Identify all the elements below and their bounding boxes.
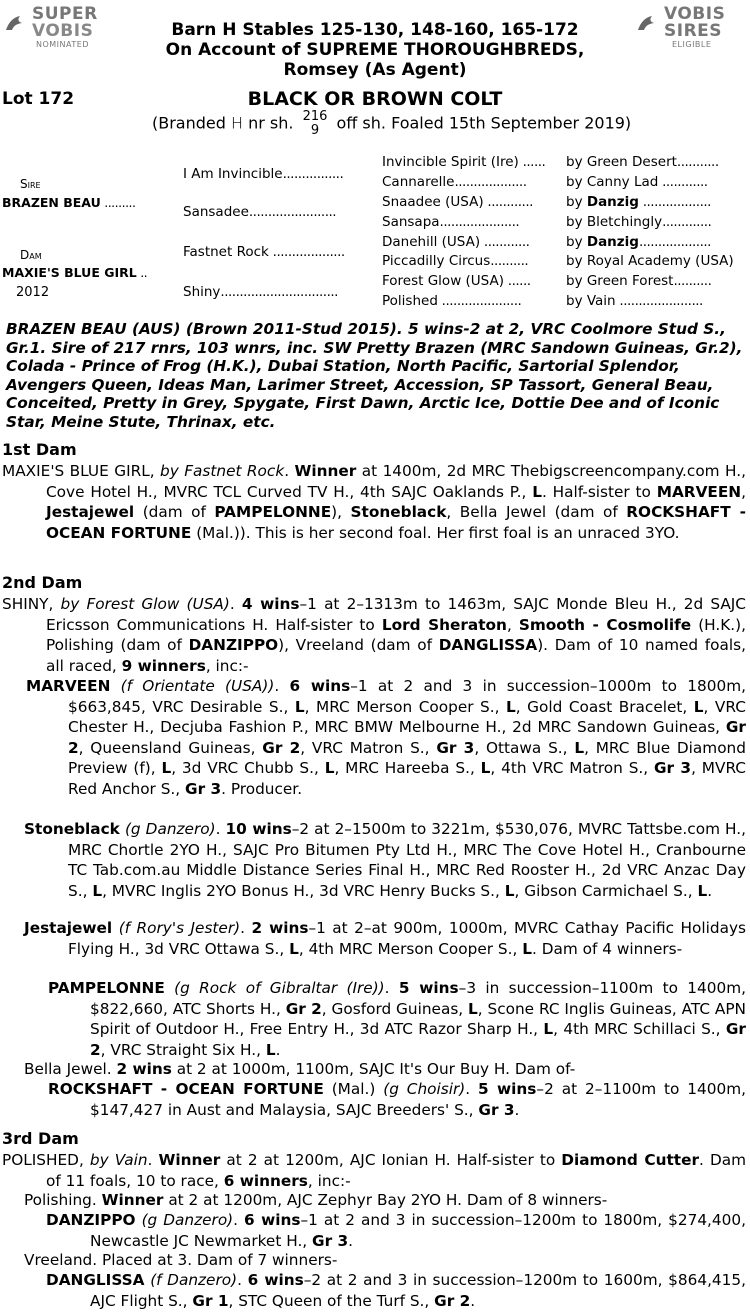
vendor-line-1: Barn H Stables 125-130, 148-160, 165-172 [171, 20, 579, 40]
lot-title: BLACK OR BROWN COLT [247, 88, 503, 110]
gen4-1: by Green Desert........... [566, 154, 719, 170]
logo-right-line1: VOBIS [664, 4, 726, 24]
brand-suffix: off sh. Foaled 15th September 2019) [336, 113, 632, 133]
sire-label: Sire [20, 177, 41, 191]
branding-line [152, 110, 631, 138]
gen3-8: Polished ..................... [382, 293, 522, 309]
gen4-7: by Green Forest.......... [566, 273, 712, 289]
gen3-1: Invincible Spirit (Ire) ...... [382, 154, 546, 170]
dam-year: 2012 [16, 285, 50, 300]
rockshaft-entry: ROCKSHAFT - OCEAN FORTUNE (Mal.) (g Choisir). 5 wins–2 at 2–1100m to 1400m, $147,427 in Aust and Malaysia, SAJC Breeders' S., Gr 3. [48, 1080, 746, 1119]
sire-summary: BRAZEN BEAU (AUS) (Brown 2011-Stud 2015). 5 wins-2 at 2, VRC Coolmore Stud S., Gr.1. Sire of 217 rnrs, 103 wnrs, inc. SW Pretty Brazen (MRC Sandown Guineas, Gr.2), Colada - Prince of Frog (H.K.), Dubai Station, North Pacific, Sartorial Splendor, Avengers Queen, Ideas Man, Larimer Street, Accession, SP Tassort, General Beau, Conceited, Pretty in Grey, Spygate, First Dawn, Arctic Ice, Dottie Dee and of Iconic Star, Meine Stute, Thrinax, etc. [6, 320, 743, 431]
third-dam-text: POLISHED, by Vain. Winner at 2 at 1200m, AJC Ionian H. Half-sister to Diamond Cutter. Dam of 11 foals, 10 to race, 6 winners, inc:- [2, 1151, 746, 1190]
danzippo-entry: DANZIPPO (g Danzero). 6 wins–1 at 2 and 3 in succession–1200m to 1800m, $274,400, Newcastle JC Newmarket H., Gr 3. [46, 1211, 746, 1250]
gen3-3: Snaadee (USA) ............ [382, 194, 533, 210]
gen3-7: Forest Glow (USA) ...... [382, 273, 531, 289]
dam-label: Dam [20, 248, 42, 262]
gen4-6: by Royal Academy (USA) [566, 253, 734, 269]
sire-name: BRAZEN BEAU ......... [2, 195, 136, 210]
first-dam-heading: 1st Dam [2, 440, 77, 459]
dam-name: MAXIE'S BLUE GIRL .. [2, 265, 148, 280]
brand-num: 216 [302, 109, 328, 124]
brand-prefix: (Branded [152, 113, 226, 133]
stoneblack-entry: Stoneblack (g Danzero). 10 wins–2 at 2–1500m to 3221m, $530,076, MVRC Tattsbe.com H., MRC Chortle 2YO H., SAJC Pro Bitumen Pty Ltd H., MRC The Cove Hotel H., Cranbourne TC Tab.com.au Middle Distance Series Final H., MRC Red Rooster H., 2d VRC Anzac Day S., L, MVRC Inglis 2YO Bonus H., 3d VRC Henry Bucks S., L, Gibson Carmichael S., L. [24, 820, 746, 900]
vreeland-entry: Vreeland. Placed at 3. Dam of 7 winners- [24, 1251, 338, 1269]
gen4-5: by Danzig................... [566, 234, 711, 250]
first-dam-text: MAXIE'S BLUE GIRL, by Fastnet Rock. Winner at 1400m, 2d MRC Thebigscreencompany.com H., Cove Hotel H., MVRC TCL Curved TV H., 4th SAJC Oaklands P., L. Half-sister to MARVEEN, Jestajewel (dam of PAMPELONNE), Stoneblack, Bella Jewel (dam of ROCKSHAFT - OCEAN FORTUNE (Mal.)). This is her second foal. Her first foal is an unraced 3YO. [2, 462, 746, 542]
jestajewel-entry: Jestajewel (f Rory's Jester). 2 wins–1 at 2–at 900m, 1000m, MVRC Cathay Pacific Holidays Flying H., 3d VRC Ottawa S., L, 4th MRC Merson Cooper S., L. Dam of 4 winners- [24, 919, 746, 958]
gen2-4: Shiny............................... [183, 284, 338, 300]
vendor-line-2: On Account of SUPREME THOROUGHBREDS, [165, 40, 585, 60]
gen4-2: by Canny Lad ............ [566, 174, 708, 190]
gen4-3: by Danzig .................. [566, 194, 711, 210]
gen3-6: Piccadilly Circus.......... [382, 253, 529, 269]
logo-right-line3: ELIGIBLE [672, 40, 712, 49]
gen2-3: Fastnet Rock ................... [183, 244, 345, 260]
logo-left-line1: SUPER [32, 4, 98, 24]
bella-jewel-entry: Bella Jewel. 2 wins at 2 at 1000m, 1100m, SAJC It's Our Buy H. Dam of- [24, 1060, 576, 1078]
pampelonne-entry: PAMPELONNE (g Rock of Gibraltar (Ire)). 5 wins–3 in succession–1100m to 1400m, $822,660, ATC Shorts H., Gr 2, Gosford Guineas, L, Scone RC Inglis Guineas, ATC APN Spirit of Outdoor H., Free Entry H., 3d ATC Razor Sharp H., L, 4th MRC Schillaci S., Gr 2, VRC Straight Six H., L. [48, 979, 746, 1059]
third-dam-heading: 3rd Dam [2, 1129, 79, 1148]
brand-mark: H [231, 113, 244, 133]
polishing-entry: Polishing. Winner at 2 at 1200m, AJC Zephyr Bay 2YO H. Dam of 8 winners- [24, 1191, 608, 1209]
gen4-4: by Bletchingly............. [566, 214, 712, 230]
brand-nr: nr sh. [248, 113, 294, 133]
logo-left-line2: VOBIS [32, 21, 94, 41]
second-dam-text: SHINY, by Forest Glow (USA). 4 wins–1 at 2–1313m to 1463m, SAJC Monde Bleu H., 2d SAJC Ericsson Communications H. Half-sister to Lord Sheraton, Smooth - Cosmolife (H.K.), Polishing (dam of DANZIPPO), Vreeland (dam of DANGLISSA). Dam of 10 named foals, all raced, 9 winners, inc:- [2, 595, 746, 675]
gen3-2: Cannarelle................... [382, 174, 527, 190]
gen2-1: I Am Invincible................ [183, 166, 344, 182]
vendor-line-3: Romsey (As Agent) [283, 60, 467, 80]
brand-fraction [303, 110, 328, 138]
gen3-4: Sansapa..................... [382, 214, 520, 230]
logo-left-line3: NOMINATED [36, 40, 89, 49]
logo-right-line2: SIRES [664, 21, 723, 41]
gen4-8: by Vain ...................... [566, 293, 703, 309]
second-dam-heading: 2nd Dam [2, 573, 83, 592]
gen2-2: Sansadee....................... [183, 204, 337, 220]
danglissa-entry: DANGLISSA (f Danzero). 6 wins–2 at 2 and 3 in succession–1200m to 1600m, $864,415, AJC Flight S., Gr 1, STC Queen of the Turf S., Gr 2. [46, 1271, 746, 1310]
brand-den: 9 [310, 123, 320, 138]
lot-number: Lot 172 [2, 89, 75, 109]
marveen-entry: MARVEEN (f Orientate (USA)). 6 wins–1 at 2 and 3 in succession–1000m to 1800m, $663,845, VRC Desirable S., L, MRC Merson Cooper S., L, Gold Coast Bracelet, L, VRC Chester H., Decjuba Fashion P., MRC BMW Melbourne H., 2d MRC Sandown Guineas, Gr 2, Queensland Guineas, Gr 2, VRC Matron S., Gr 3, Ottawa S., L, MRC Blue Diamond Preview (f), L, 3d VRC Chubb S., L, MRC Hareeba S., L, 4th VRC Matron S., Gr 3, MVRC Red Anchor S., Gr 3. Producer. [26, 677, 746, 798]
gen3-5: Danehill (USA) ............ [382, 234, 530, 250]
